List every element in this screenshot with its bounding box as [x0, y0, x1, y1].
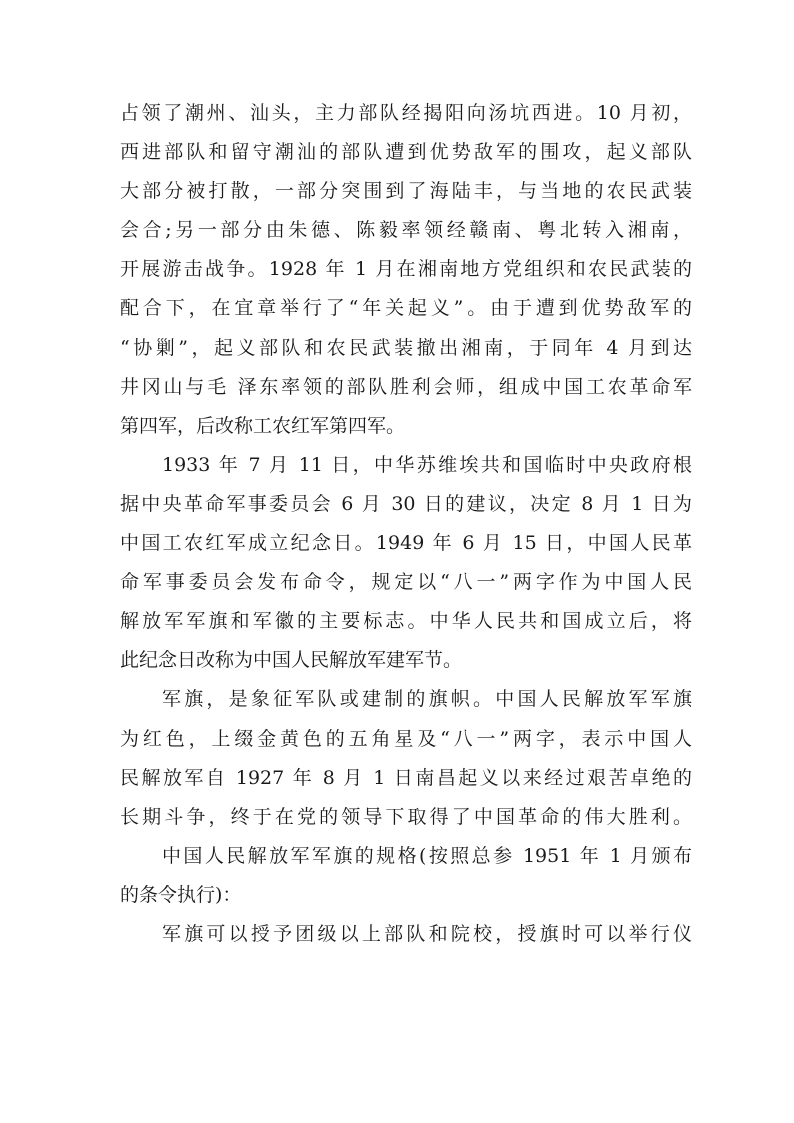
text-line: 占领了潮州、汕头，主力部队经揭阳向汤坑西进。10 月初， [120, 102, 692, 124]
text-line: 中国工农红军成立纪念日。1949 年 6 月 15 日，中国人民革 [120, 532, 692, 555]
text-line: 中国人民解放军军旗的规格(按照总参 1951 年 1 月颁布 [162, 844, 692, 867]
text-line: 会合;另一部分由朱德、陈毅率领经赣南、粤北转入湘南， [120, 219, 692, 242]
text-line: 军旗可以授予团级以上部队和院校，授旗时可以举行仪 [162, 922, 692, 945]
text-line: 配合下，在宜章举行了“年关起义”。由于遭到优势敌军的 [120, 297, 692, 320]
text-line: 长期斗争，终于在党的领导下取得了中国革命的伟大胜利。 [120, 805, 692, 828]
text-line: 此纪念日改称为中国人民解放军建军节。 [120, 649, 463, 672]
text-line: 民解放军自 1927 年 8 月 1 日南昌起义以来经过艰苦卓绝的 [120, 766, 692, 789]
text-line: 军旗，是象征军队或建制的旗帜。中国人民解放军军旗 [162, 688, 692, 711]
text-line: 解放军军旗和军徽的主要标志。中华人民共和国成立后，将 [120, 610, 692, 633]
text-line: 1933 年 7 月 11 日，中华苏维埃共和国临时中央政府根 [162, 453, 692, 476]
text-line: 大部分被打散，一部分突围到了海陆丰，与当地的农民武装 [120, 180, 692, 203]
text-line: 开展游击战争。1928 年 1 月在湘南地方党组织和农民武装的 [120, 258, 692, 281]
text-line: 的条令执行)： [120, 883, 242, 906]
text-line: 为红色，上缀金黄色的五角星及“八一”两字，表示中国人 [120, 727, 692, 750]
text-line: “协剿”，起义部队和农民武装撤出湘南，于同年 4 月到达 [120, 336, 692, 359]
text-line: 据中央革命军事委员会 6 月 30 日的建议，决定 8 月 1 日为 [120, 492, 692, 515]
body-text [120, 94, 692, 954]
text-line: 第四军，后改称工农红军第四军。 [120, 414, 406, 437]
text-line: 西进部队和留守潮汕的部队遭到优势敌军的围攻，起义部队 [120, 141, 692, 164]
text-line: 命军事委员会发布命令，规定以“八一”两字作为中国人民 [120, 571, 692, 594]
text-line: 井冈山与毛 泽东率领的部队胜利会师，组成中国工农革命军 [120, 375, 692, 398]
